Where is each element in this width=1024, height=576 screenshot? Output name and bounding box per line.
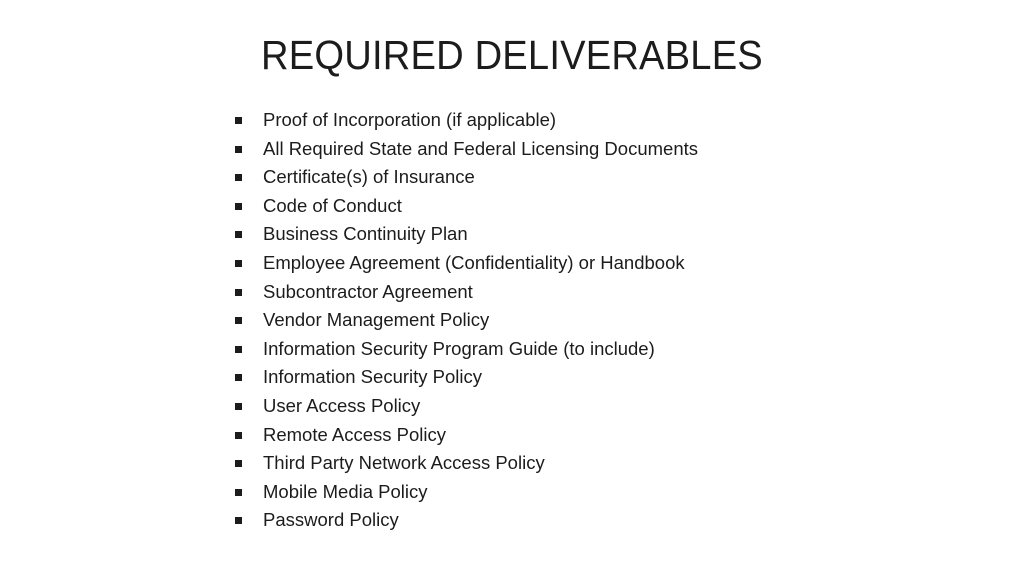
list-item-text: Vendor Management Policy — [263, 309, 490, 331]
square-bullet-icon — [235, 432, 242, 439]
list-item-text: Employee Agreement (Confidentiality) or Handbook — [263, 251, 685, 273]
list-item-text: Certificate(s) of Insurance — [263, 166, 475, 188]
list-item-text: Proof of Incorporation (if applicable) — [263, 109, 557, 130]
list-item-text: Mobile Media Policy — [263, 480, 428, 502]
square-bullet-icon — [235, 517, 242, 524]
square-bullet-icon — [235, 231, 242, 238]
list-item-text: Information Security Program Guide (to include) — [263, 337, 655, 359]
list-item-text: All Required State and Federal Licensing Documents — [263, 137, 698, 159]
list-item-text: Business Continuity Plan — [263, 223, 468, 245]
square-bullet-icon — [235, 260, 242, 267]
square-bullet-icon — [235, 374, 242, 381]
list-item-text: Subcontractor Agreement — [263, 280, 473, 302]
list-item-text: Third Party Network Access Policy — [263, 452, 545, 474]
square-bullet-icon — [235, 146, 242, 153]
square-bullet-icon — [235, 460, 242, 467]
list-item-text: Code of Conduct — [263, 194, 402, 216]
square-bullet-icon — [235, 346, 242, 353]
square-bullet-icon — [235, 317, 242, 324]
slide-title: REQUIRED DELIVERABLES — [261, 32, 763, 78]
square-bullet-icon — [235, 117, 242, 124]
square-bullet-icon — [235, 403, 242, 410]
list-item-text: Password Policy — [263, 509, 399, 531]
square-bullet-icon — [235, 289, 242, 296]
list-item-text: Remote Access Policy — [263, 423, 447, 445]
list-item-text: Information Security Policy — [263, 366, 483, 388]
square-bullet-icon — [235, 174, 242, 181]
square-bullet-icon — [235, 203, 242, 210]
square-bullet-icon — [235, 489, 242, 496]
list-item-text: User Access Policy — [263, 394, 421, 416]
